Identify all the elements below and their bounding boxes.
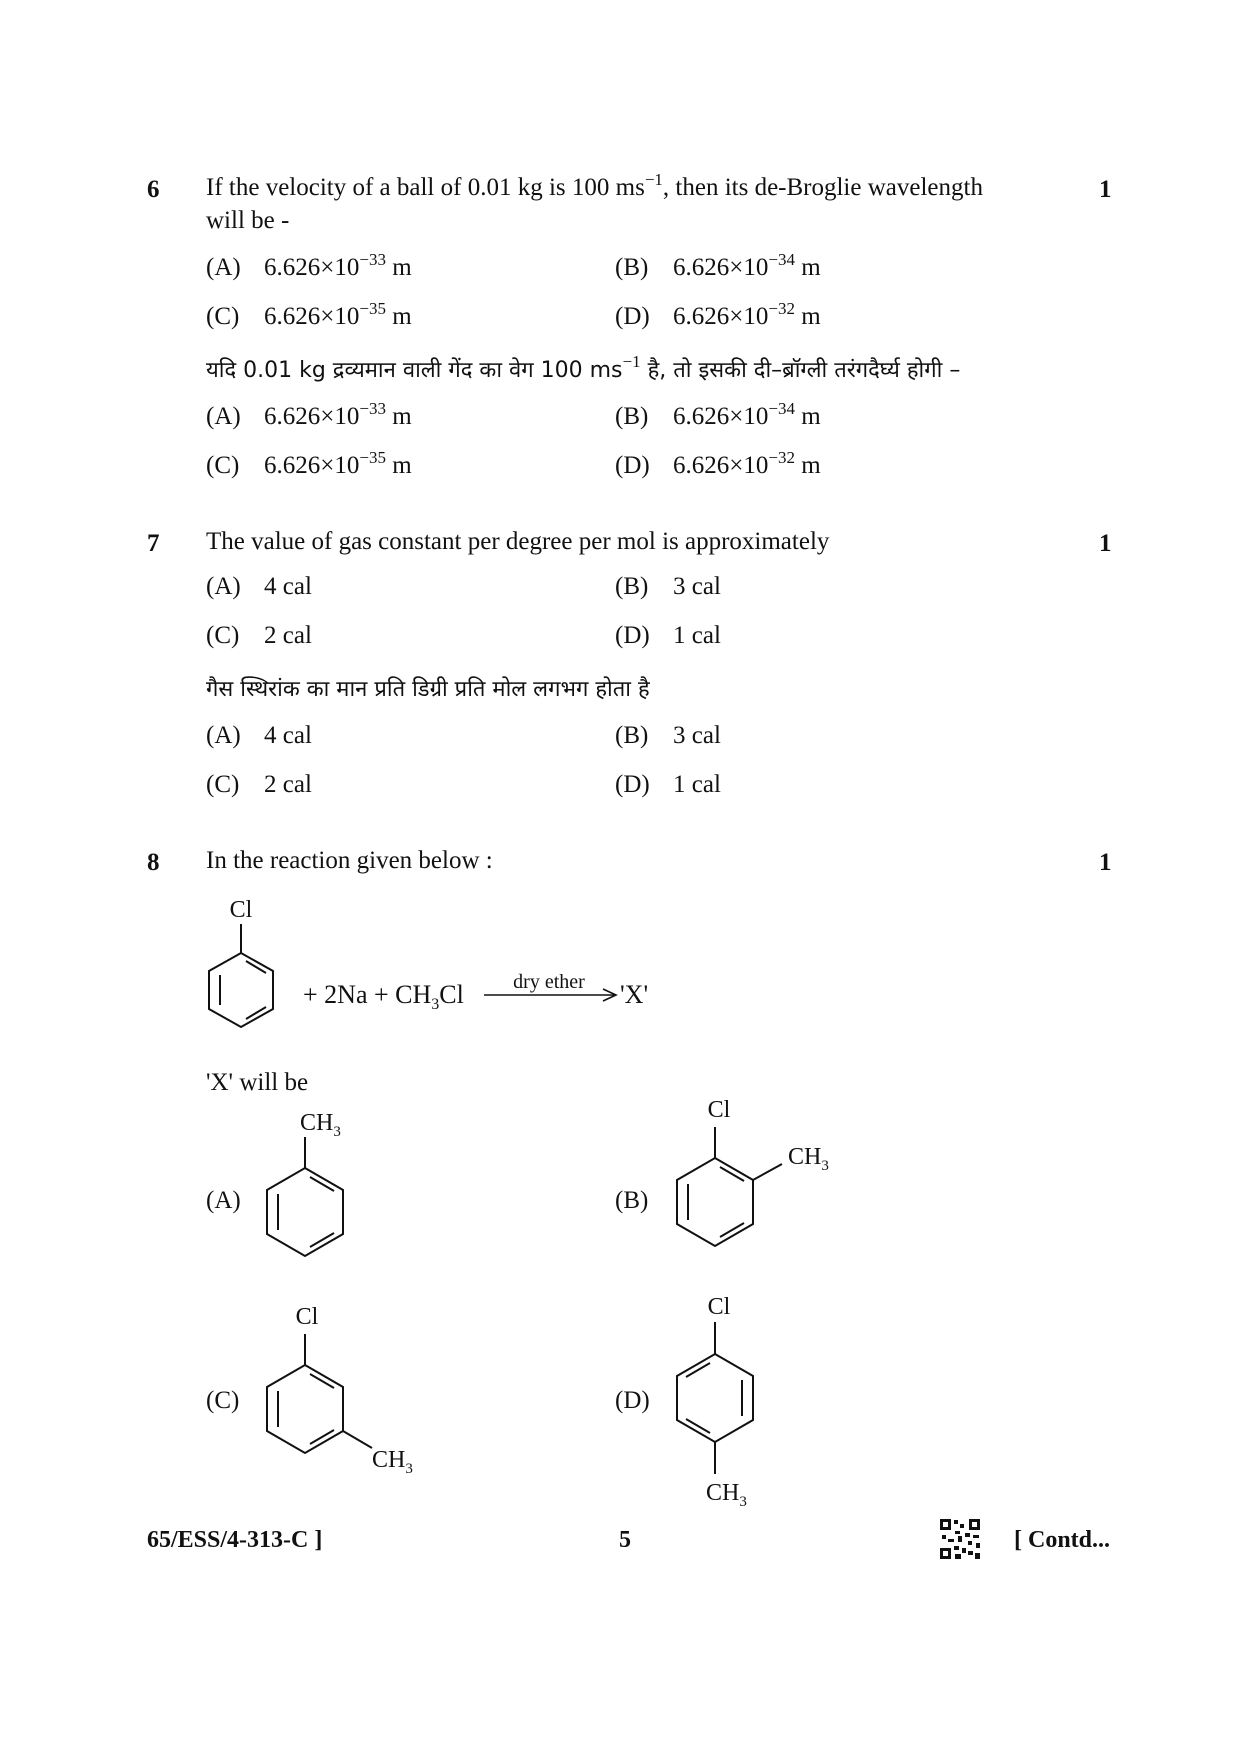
- option-b-label: (B): [615, 1187, 649, 1214]
- footer-page-number: 5: [619, 1527, 631, 1553]
- option-d-structure: [615, 1294, 753, 1510]
- q6-option-d: (D) $6.626\times 10^{-32}$ m: [615, 299, 821, 330]
- q6-english-line2: will be -: [206, 207, 290, 234]
- q7-marks: 1: [1099, 530, 1112, 557]
- q6-option-b: (B) $6.626\times 10^{-34}$ m: [615, 250, 821, 281]
- option-c-label: (C): [206, 1387, 240, 1414]
- reaction-reagents: + $2Na + CH_3Cl$: [303, 980, 464, 1013]
- footer-paper-code: 65/ESS/4-313-C ]: [147, 1527, 323, 1553]
- reaction-product: 'X': [620, 980, 649, 1009]
- option-d-ch3-label: $CH_3$: [706, 1480, 747, 1510]
- arrow-label: dry ether: [513, 971, 585, 993]
- option-b-ch3-label: $CH_3$: [788, 1144, 829, 1174]
- q6-number: 6: [147, 176, 160, 203]
- q7-option-b: (B) 3 cal: [615, 573, 721, 600]
- reactant-chlorobenzene: [209, 897, 273, 1027]
- x-will-be-text: 'X' will be: [206, 1069, 309, 1096]
- q7-option-a: (A) 4 cal: [206, 573, 312, 600]
- q7-option-c: (C) 2 cal: [206, 622, 312, 649]
- option-b-cl-label: Cl: [707, 1097, 731, 1123]
- q7-hindi-text: गैस स्थिरांक का मान प्रति डिग्री प्रति मोल लगभग होता है: [206, 677, 650, 702]
- q6-option-c: (C) $6.626\times 10^{-35}$ m: [206, 299, 412, 330]
- q7-hindi-option-c: (C) 2 cal: [206, 771, 312, 798]
- option-d-label: (D): [615, 1387, 650, 1414]
- option-c-structure: [206, 1304, 413, 1477]
- option-b-structure: [615, 1097, 829, 1246]
- option-a-ch3-label: $CH_3$: [300, 1110, 341, 1140]
- q6-hindi-option-a: (A) $6.626\times 10^{-33}$ m: [206, 399, 412, 430]
- reaction-arrow: [484, 971, 616, 1001]
- q6-hindi-option-b: (B) $6.626\times 10^{-34}$ m: [615, 399, 821, 430]
- reactant-cl-label: Cl: [229, 897, 253, 923]
- q7-hindi-option-d: (D) 1 cal: [615, 771, 721, 798]
- q6-hindi-option-c: (C) $6.626\times 10^{-35}$ m: [206, 448, 412, 479]
- option-c-cl-label: Cl: [295, 1304, 319, 1330]
- option-a-structure: [206, 1110, 343, 1256]
- footer-contd: [ Contd...: [1014, 1527, 1111, 1553]
- q7-option-d: (D) 1 cal: [615, 622, 721, 649]
- q7-hindi-option-b: (B) 3 cal: [615, 722, 721, 749]
- qr-code-icon: [940, 1519, 980, 1559]
- q6-hindi-option-d: (D) $6.626\times 10^{-32}$ m: [615, 448, 821, 479]
- q8-english-text: In the reaction given below :: [206, 847, 493, 874]
- q6-english-line1: If the velocity of a ball of 0.01 kg is 100 $ms^{-1}$, then its de-Broglie wavelength: [206, 170, 983, 201]
- q6-option-a: (A) $6.626\times 10^{-33}$ m: [206, 250, 412, 281]
- q8-number: 8: [147, 849, 160, 876]
- q6-marks: 1: [1099, 176, 1112, 203]
- q7-hindi-option-a: (A) 4 cal: [206, 722, 312, 749]
- q7-english-text: The value of gas constant per degree per mol is approximately: [206, 528, 830, 555]
- q6-hindi-text: यदि 0.01 kg द्रव्यमान वाली गेंद का वेग 100 $ms^{-1}$ है, तो इसकी दी–ब्रॉग्ली तरंगदैर्घ्य होगी –: [206, 352, 961, 383]
- q7-number: 7: [147, 530, 160, 557]
- option-a-label: (A): [206, 1187, 241, 1214]
- q8-marks: 1: [1099, 849, 1112, 876]
- option-d-cl-label: Cl: [707, 1294, 731, 1320]
- option-c-ch3-label: $CH_3$: [372, 1447, 413, 1477]
